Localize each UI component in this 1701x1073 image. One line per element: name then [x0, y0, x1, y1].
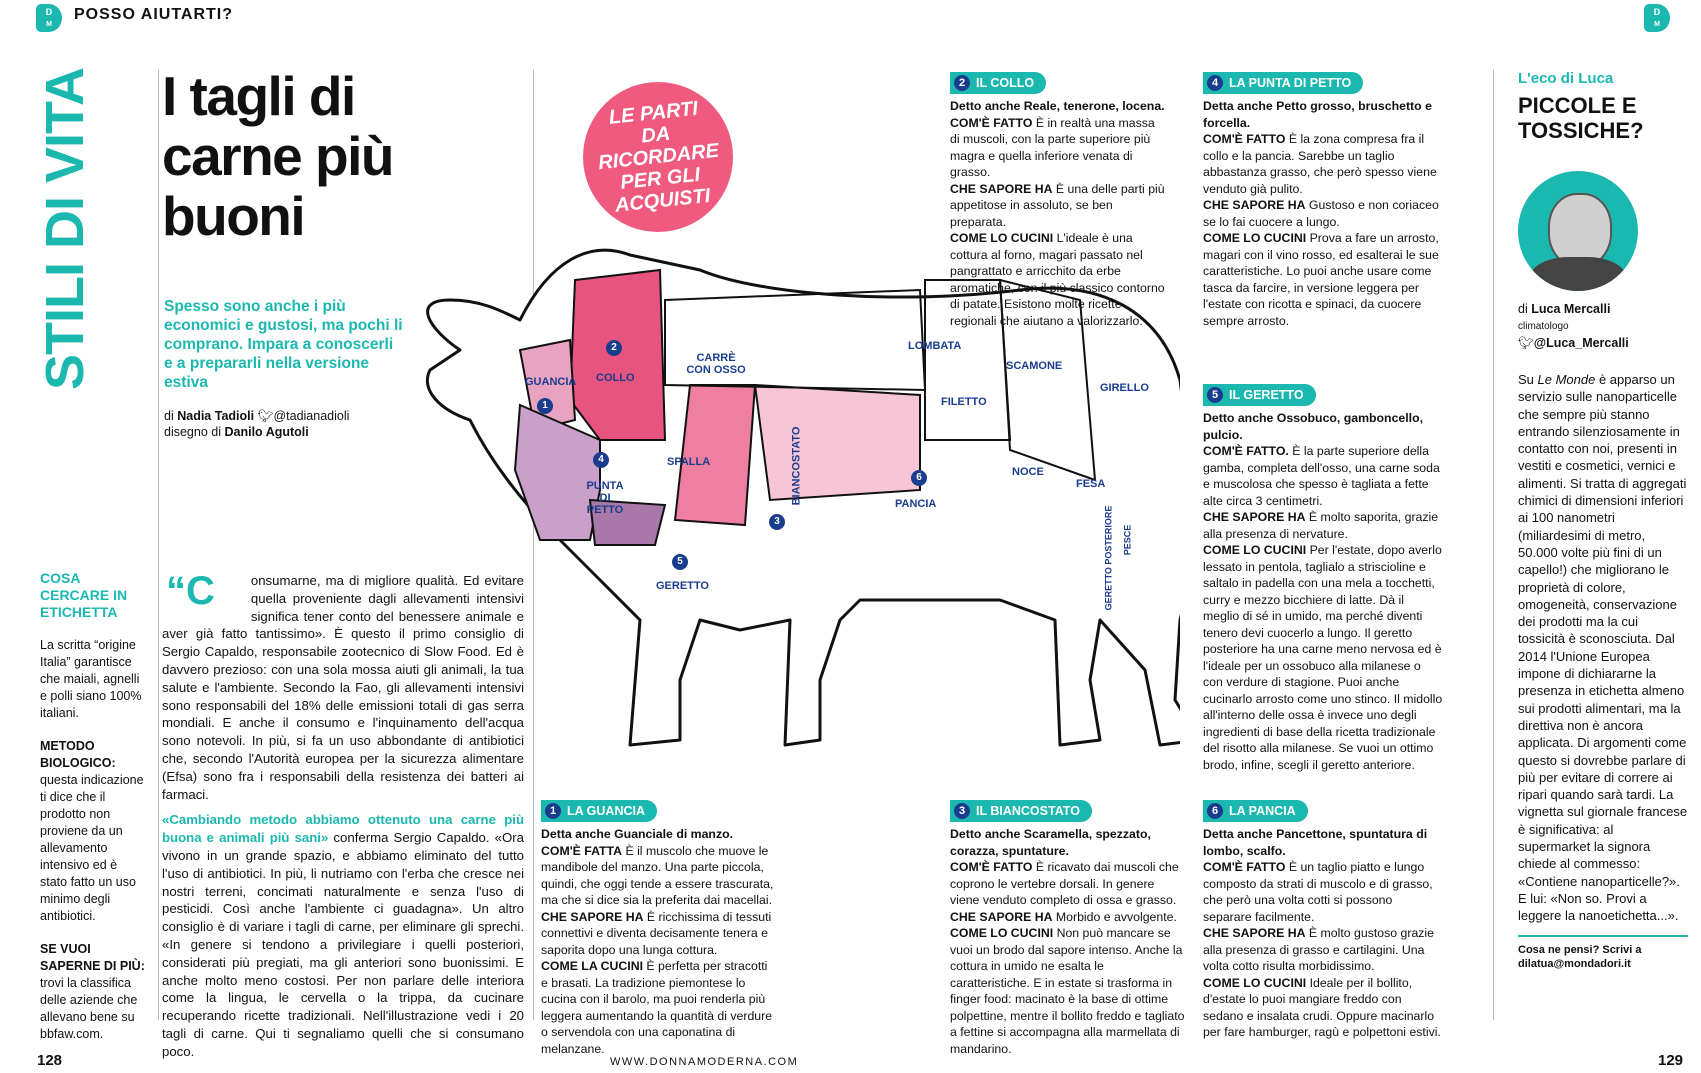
- label-sidebar: [40, 570, 145, 1043]
- author-handle[interactable]: @tadianadioli: [273, 409, 350, 423]
- article-subtitle: Spesso sono anche i più economici e gustosi, ma pochi li comprano. Impara a conoscerli e a prepararli nella versione estiva: [164, 298, 403, 391]
- cut-marker: 6: [911, 470, 927, 486]
- page-number-left: 128: [37, 1052, 63, 1069]
- column-byline: di Luca Mercalli climatologo 🐦︎@Luca_Mercalli: [1518, 302, 1629, 350]
- cut-card-geretto: 5 IL GERETTO Detto anche Ossobuco, gamboncello, pulcio. COM'È FATTO. È la parte superiore della gamba, completa dell'osso, una carne soda e muscolosa che spesso è tagliata a fette alte circa 3 centimetri. CHE SAPORE HA È molto saporita, grazie alla presenza di nervature. COME LO CUCINI Per l'estate, dopo averlo lessato in pentola, taglialo a striscioline e saltalo in padella con una mela a tocchetti, curry e mezzo bicchiere di latte. Dà il meglio di sé in umido, ma perché diventi tenero devi cuocerlo a lungo. Il geretto posteriore ha una carne meno nervosa ed è l'ideale per un ossobuco alla milanese o con verdure di stagione. Puoi anche cucinarlo arrosto come uno stinco. Il midollo all'interno delle ossa è invece uno degli ingredienti di base della ricetta tradizionale del risotto alla milanese. Se vuoi un ottimo brodo, infine, scegli il geretto anteriore.: [1203, 384, 1443, 773]
- author-photo: [1518, 171, 1638, 291]
- cow-label-punta: PUNTA DI PETTO: [586, 480, 624, 516]
- twitter-icon: 🐦︎: [1518, 336, 1534, 350]
- site-url[interactable]: WWW.DONNAMODERNA.COM: [610, 1056, 799, 1068]
- cut-badge: 5 IL GERETTO: [1203, 384, 1316, 406]
- cow-label-geretto: GERETTO: [656, 580, 709, 592]
- cow-label-biancostato: BIANCOSTATO: [790, 426, 803, 506]
- sidebar-item: La scritta “origine Italia” garantisce che maiali, agnelli e polli siano 100% italiani.: [40, 638, 142, 720]
- paragraph: “C onsumarne, ma di migliore qualità. Ed evitare quella proveniente dagli allevamenti intensivi significa tener conto del benessere animale e aver già fatto tantissimo». È questo il primo consiglio di Sergio Capaldo, responsabile zootecnico di Slow Food. Ed è davvero prezioso: con una sola mossa aiuti gli animali, la tua salute e l'ambiente. Secondo la Fao, gli allevamenti intensivi sono responsabili del 18% delle emissioni totali di gas serra mondiali. E anche il consumo e l'inquinamento dell'acqua sono notevoli. In più, si fa un uso abbondante di antibiotici che, secondo l'Autorità europea per la sicurezza alimentare (Efsa) sono fra i responsabili della resistenza dei batteri ai farmaci.: [162, 569, 524, 802]
- cow-label-spalla: SPALLA: [667, 456, 711, 468]
- cut-marker: 5: [672, 554, 688, 570]
- cow-label-fesa: FESA: [1076, 478, 1106, 490]
- byline: di Nadia Tadioli 🐦︎@tadianadioli disegno di Danilo Agutoli: [164, 409, 350, 439]
- section-vertical-title: STILI DI VITA: [35, 68, 95, 390]
- cow-label-geretto-posteriore: GERETTO POSTERIORE: [1103, 505, 1114, 611]
- cut-badge: 1 LA GUANCIA: [541, 800, 657, 822]
- cow-label-pesce: PESCE: [1122, 524, 1133, 556]
- cow-label-girello: GIRELLO: [1100, 382, 1149, 394]
- page-number-right: 129: [1658, 1052, 1684, 1069]
- cut-marker: 1: [537, 398, 553, 414]
- cut-badge: 4 LA PUNTA DI PETTO: [1203, 72, 1363, 94]
- paragraph: «Cambiando metodo abbiamo ottenuto una carne più buona e animali più sani» conferma Sergio Capaldo. «Ora vivono in un grande spazio, e abbiamo eliminato del tutto l'uso di antibiotici. In più, li nutriamo con l'erba che cresce nei nostri terreni, concimati naturalmente e senza l'uso di pesticidi. Così anche l'ambiente ci guadagna». Un altro consiglio è di variare i tagli di carne, per eliminare gli sprechi. «In genere si tendono a privilegiare i quelli posteriori, considerati più pregiati, ma gli anteriori sono buonissimi. E anche molto meno costosi. Per non parlare delle interiora come la lingua, le cervella o la trippa, da cucinare recuperando ricette tradizionali. Nell'illustrazione vedi i 20 tagli di carne. Qui ti segnaliamo quelli che si consumano poco.: [162, 812, 524, 1059]
- cow-label-noce: NOCE: [1012, 466, 1044, 478]
- opinion-column: [1518, 70, 1688, 971]
- cut-card-biancostato: 3 IL BIANCOSTATO Detto anche Scaramella, spezzato, corazza, spuntature. COM'È FATTO È ricavato dai muscoli che coprono le vertebre dorsali. In genere viene venduto completo di ossa e grasso. CHE SAPORE HA Morbido e avvolgente. COME LO CUCINI Non può mancare se vuoi un brodo dal sapore intenso. Anche la cottura in umido ne esalta le caratteristiche. E in estate si trasforma in finger food: macinato è la base di ottime polpettine, mentre il bollito freddo e tagliato a fettine si accompagna alla marmellata di mandarino.: [950, 800, 1185, 1057]
- dropcap: “C: [166, 569, 215, 613]
- column-title: PICCOLE E TOSSICHE?: [1518, 93, 1644, 143]
- stamp-text: LE PARTI DA RICORDARE PER GLI ACQUISTI: [597, 97, 720, 217]
- author-shoulders: [1528, 257, 1628, 291]
- column-footer: Cosa ne pensi? Scrivi a dilatua@mondadori.it: [1518, 935, 1688, 971]
- cut-pancia-shape: [755, 385, 920, 500]
- sidebar-item: METODO BIOLOGICO: questa indicazione ti dice che il prodotto non proviene da un allevamento intensivo ed è stato fatto un uso minimo degli antibiotici.: [40, 739, 144, 923]
- sidebar-title: COSA CERCARE IN ETICHETTA: [40, 570, 128, 620]
- cow-label-scamone: SCAMONE: [1006, 360, 1063, 372]
- cut-card-guancia: 1 LA GUANCIA Detta anche Guanciale di manzo. COM'È FATTA È il muscolo che muove le mandibole del manzo. Una parte piccola, quindi, che oggi tende a essere trascurata, ma che si dice sia la preferita dai macellai. CHE SAPORE HA È ricchissima di tessuti connettivi e diventa decisamente tenera e saporita dopo una lunga cottura. COME LA CUCINI È perfetta per stracotti e brasati. La tradizione piemontese lo cucina con il barolo, ma puoi renderla più leggera aumentando la quantità di verdure o servendola con una caponatina di melanzane.: [541, 800, 776, 1057]
- cut-marker: 3: [769, 514, 785, 530]
- cut-marker: 2: [606, 340, 622, 356]
- column-kicker: L'eco di Luca: [1518, 70, 1614, 87]
- cut-badge: 2 IL COLLO: [950, 72, 1046, 94]
- cow-label-filetto: FILETTO: [941, 396, 987, 408]
- cut-card-pancia: 6 LA PANCIA Detta anche Pancettone, spuntatura di lombo, scalfo. COM'È FATTO È un taglio piatto e lungo composto da strati di muscolo e di grasso, che però una volta cotti si possono separare facilmente. CHE SAPORE HA È molto gustoso grazie alla presenza di grasso e cartilagini. Una volta cotto risulta morbidissimo. COME LO CUCINI Ideale per il bollito, d'estate lo puoi mangiare freddo con sedano e insalata crudi. Oppure macinarlo per fare hamburger, ragù e polpettoni estivi.: [1203, 800, 1443, 1041]
- section-vertical-title-wrap: [37, 70, 93, 390]
- divider: [158, 70, 159, 1020]
- cow-label-lombata: LOMBATA: [908, 340, 962, 352]
- divider: [1493, 70, 1494, 1020]
- cut-card-collo: 2 IL COLLO Detto anche Reale, tenerone, locena. COM'È FATTO È in realtà una massa di muscoli, con la parte superiore più magra e quella inferiore venata di grasso. CHE SAPORE HA È una delle parti più appetitose in assoluto, se ben preparata. COME LO CUCINI L'ideale è una cottura al forno, magari passato nel pangrattato e arricchito da erbe aromatiche, con il più classico contorno di patate. Esistono molte ricette regionali che aiutano a valorizzarlo.: [950, 72, 1165, 329]
- author-face: [1548, 193, 1612, 267]
- cut-marker: 4: [593, 452, 609, 468]
- column-handle[interactable]: @Luca_Mercalli: [1533, 336, 1629, 350]
- cow-label-guancia: GUANCIA: [525, 376, 577, 388]
- section-header: POSSO AIUTARTI?: [74, 6, 233, 23]
- pull-quote: «Cambiando metodo abbiamo ottenuto una carne più buona e animali più sani»: [162, 812, 524, 846]
- twitter-icon: 🐦︎: [257, 409, 274, 423]
- cow-label-carre: CARRÈ CON OSSO: [686, 352, 746, 376]
- sidebar-item: SE VUOI SAPERNE DI PIÙ: trovi la classifica delle aziende che allevano bene su bbfaw.com.: [40, 942, 145, 1041]
- cut-badge: 3 IL BIANCOSTATO: [950, 800, 1092, 822]
- brand-logo-right: D M: [1644, 4, 1670, 32]
- cut-card-punta: 4 LA PUNTA DI PETTO Detta anche Petto grosso, bruschetto e forcella. COM'È FATTO È la zona compresa fra il collo e la pancia. Sarebbe un taglio abbastanza grasso, che però spesso viene venduto già pulito. CHE SAPORE HA Gustoso e non coriaceo se lo fai cuocere a lungo. COME LO CUCINI Prova a fare un arrosto, magari con il vino rosso, ed esalterai le sue caratteristiche. Lo puoi anche usare come tasca da farcire, in versione leggera per l'estate con ricotta e spinaci, da cuocere sempre arrosto.: [1203, 72, 1443, 329]
- cut-biancostato-shape: [675, 385, 755, 525]
- column-body: Su Le Monde è apparso un servizio sulle nanoparticelle che sempre più stanno entrando silenziosamente in contatto con noi, presenti in vestiti e cosmetici, vernici e alimenti. Si tratta di aggregati chimici di dimensioni inferiori ai 100 nanometri (miliardesimi di metro, 50.000 volte più fini di un capello!) che migliorano le proprietà di colore, omogeneità, conservazione dei prodotti ma la cui tossicità è sconosciuta. Dal 2014 l'Unione Europea impone di dichiararne la presenza in etichetta almeno sui prodotti alimentari, ma la direttiva non è ancora applicata. Di argomenti come questo si dovrebbe parlare di più per evitare di correre ai ripari quando sarà tardi. La vignetta sul giornale francese è significativa: al supermarket la signora chiede al commesso: «Contiene nanoparticelle?». E lui: «Non so. Provi a leggere la nanoetichetta...».: [1518, 372, 1688, 924]
- article-title: I tagli di carne più buoni: [162, 65, 394, 247]
- cow-label-collo: COLLO: [596, 372, 635, 384]
- cow-label-pancia: PANCIA: [895, 498, 937, 510]
- cut-badge: 6 LA PANCIA: [1203, 800, 1308, 822]
- brand-logo-left: D M: [36, 4, 62, 32]
